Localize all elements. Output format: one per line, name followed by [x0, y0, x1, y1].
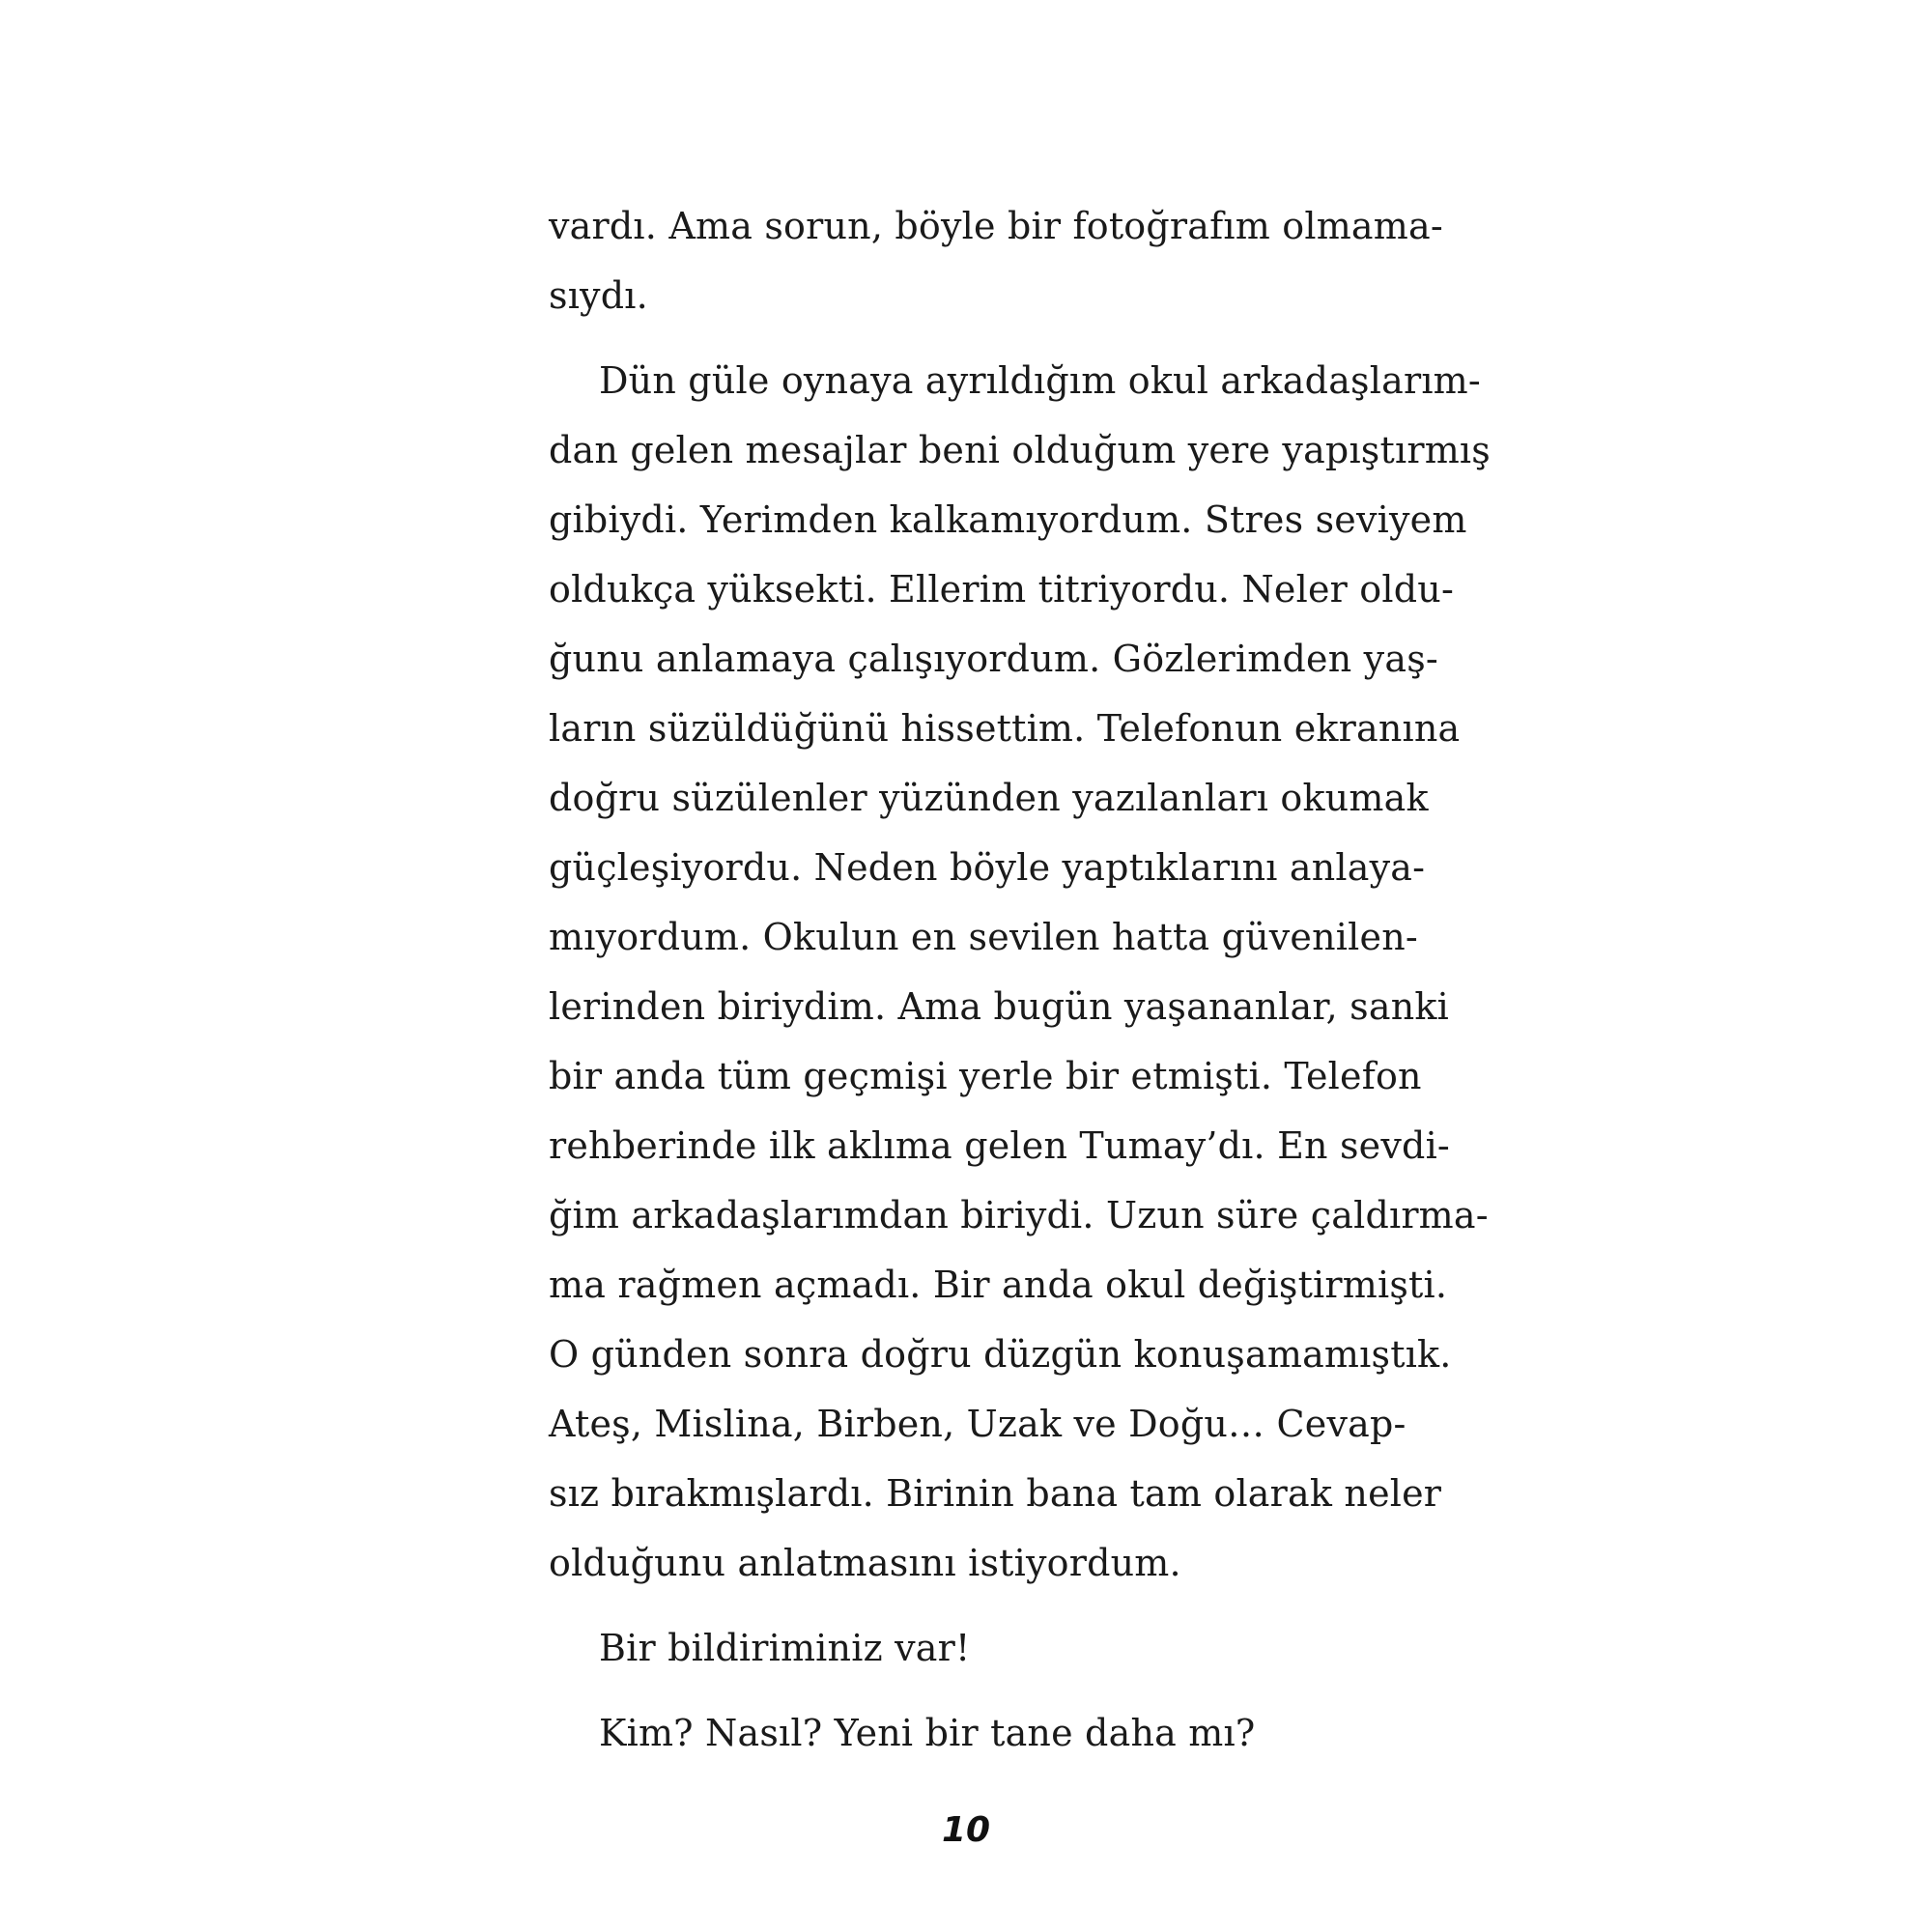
text-line: ma rağmen açmadı. Bir anda okul değiştirmişti.: [549, 1264, 1448, 1306]
text-line: Ateş, Mislina, Birben, Uzak ve Doğu… Cevap-: [549, 1403, 1406, 1445]
text-line: sıydı.: [549, 274, 648, 317]
text-line: ğim arkadaşlarımdan biriydi. Uzun süre çaldırma-: [549, 1194, 1489, 1236]
text-line: doğru süzülenler yüzünden yazılanları okumak: [549, 777, 1429, 819]
text-line: ğunu anlamaya çalışıyordum. Gözlerimden yaş-: [549, 638, 1438, 680]
text-line: rehberinde ilk aklıma gelen Tumay’dı. En sevdi-: [549, 1124, 1450, 1167]
text-line: bir anda tüm geçmişi yerle bir etmişti. Telefon: [549, 1055, 1422, 1097]
paragraph-spacer: [549, 1683, 1368, 1698]
text-line: gibiydi. Yerimden kalkamıyordum. Stres seviyem: [549, 498, 1467, 541]
text-line: O günden sonra doğru düzgün konuşamamıştık.: [549, 1333, 1452, 1376]
text-line: Bir bildiriminiz var!: [599, 1627, 971, 1669]
text-line: mıyordum. Okulun en sevilen hatta güvenilen-: [549, 916, 1418, 958]
paragraph-spacer: [549, 330, 1368, 346]
text-line: güçleşiyordu. Neden böyle yaptıklarını anlaya-: [549, 846, 1426, 889]
page-number: 10: [941, 1810, 991, 1850]
paragraph-3: [549, 1613, 1368, 1683]
paragraph-4: [549, 1698, 1368, 1768]
text-line: olduğunu anlatmasını istiyordum.: [549, 1542, 1181, 1584]
text-line: Kim? Nasıl? Yeni bir tane daha mı?: [599, 1712, 1256, 1754]
text-line: Dün güle oynaya ayrıldığım okul arkadaşlarım-: [599, 359, 1481, 402]
paragraph-1: [549, 191, 1443, 330]
paragraph-spacer: [549, 1598, 1368, 1613]
body-text: [549, 191, 1491, 1768]
text-line: dan gelen mesajlar beni olduğum yere yapıştırmış: [549, 429, 1491, 471]
text-line: lerinden biriydim. Ama bugün yaşananlar, sanki: [549, 985, 1449, 1028]
text-line: sız bırakmışlardı. Birinin bana tam olarak neler: [549, 1472, 1442, 1515]
text-line: oldukça yüksekti. Ellerim titriyordu. Neler oldu-: [549, 568, 1454, 611]
text-line: vardı. Ama sorun, böyle bir fotoğrafım olmama-: [549, 205, 1443, 247]
paragraph-2: [549, 346, 1491, 1598]
text-line: ların süzüldüğünü hissettim. Telefonun ekranına: [549, 707, 1461, 750]
